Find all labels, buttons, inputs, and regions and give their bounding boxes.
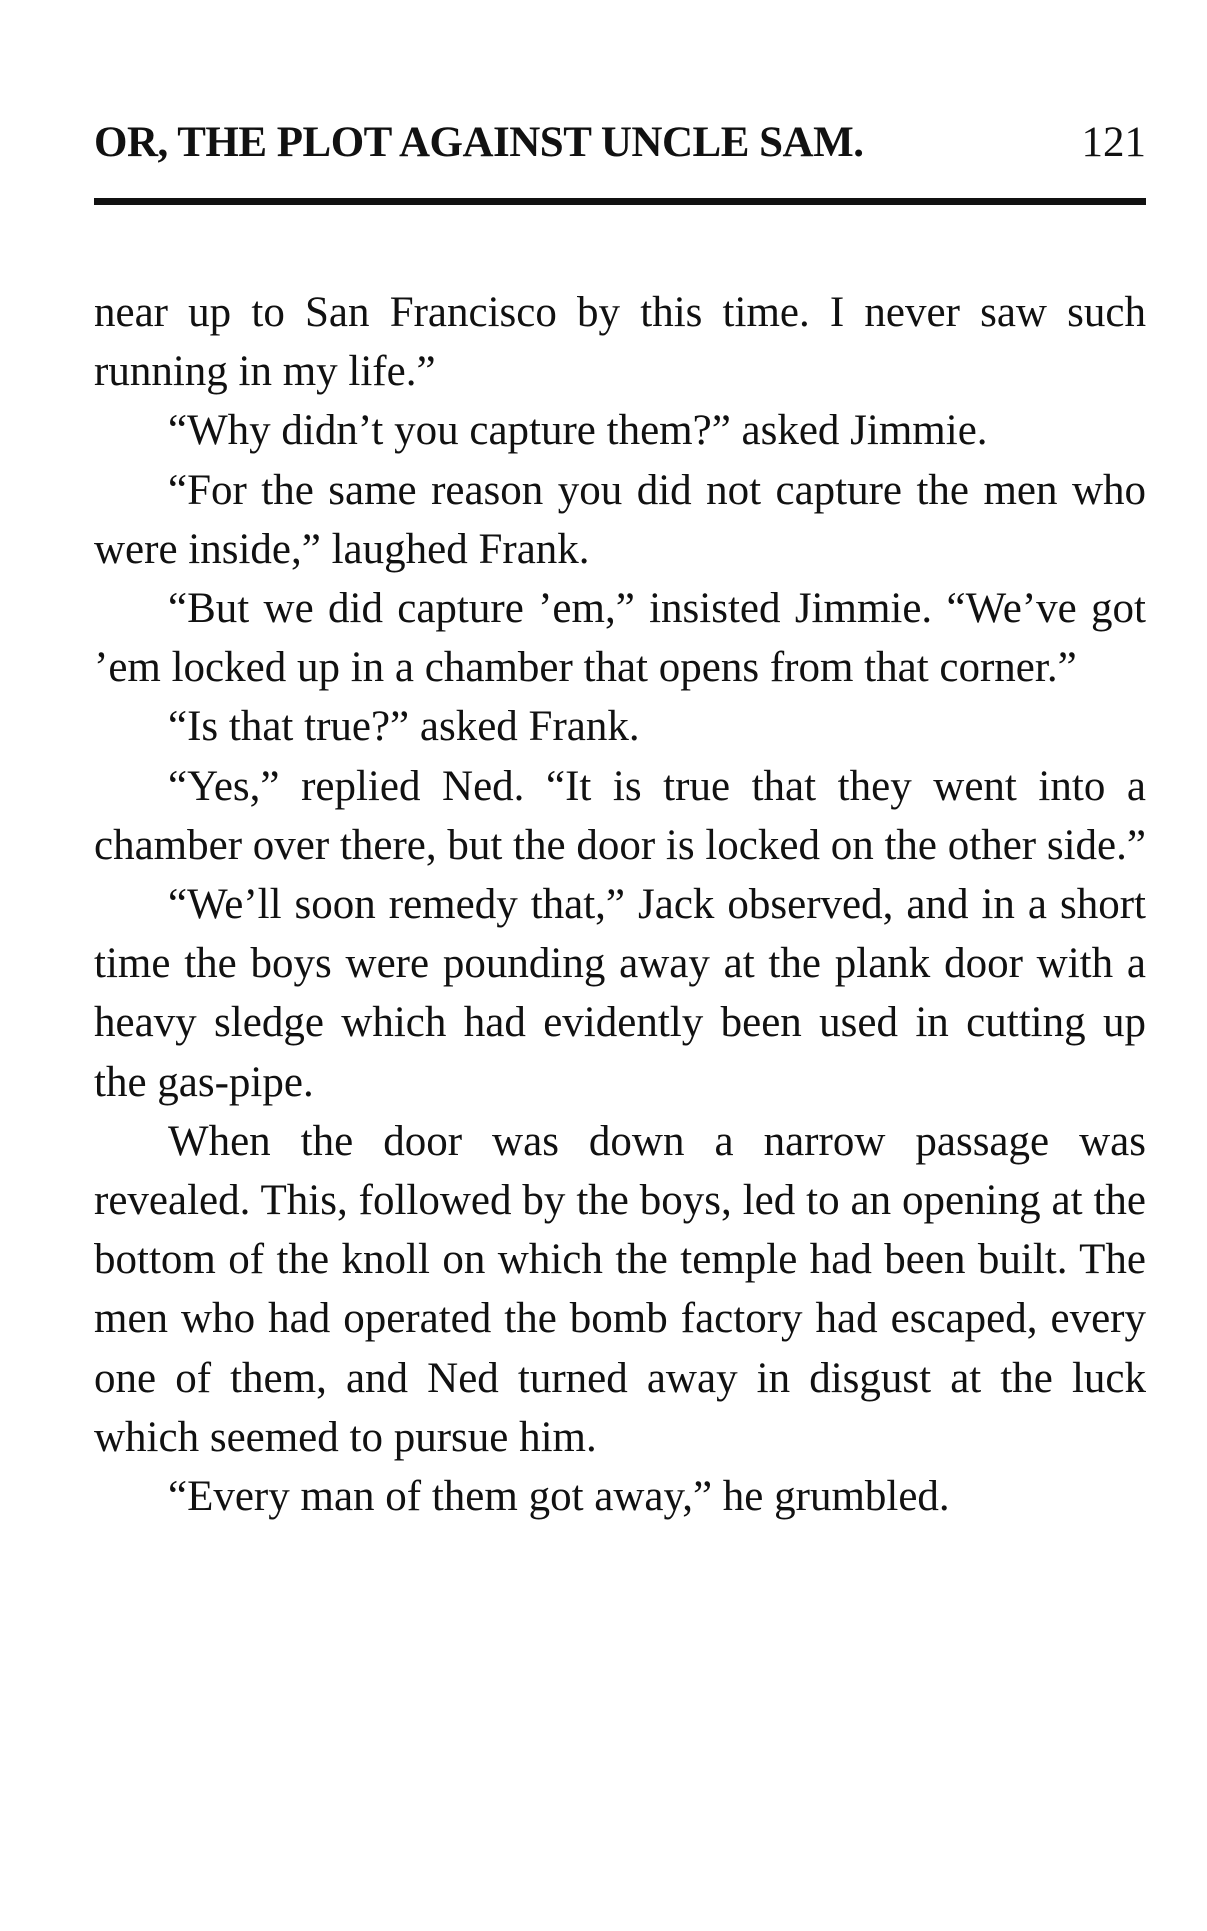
paragraph: “Yes,” replied Ned. “It is true that they went into a chamber over there, but the door is locked on the other side.” (94, 762, 1146, 869)
paragraph: “But we did capture ’em,” insisted Jimmie. “We’ve got ’em locked up in a chamber that opens from that corner.” (94, 585, 1146, 692)
paragraph: “Why didn’t you capture them?” asked Jimmie. (168, 407, 988, 455)
paragraph: near up to San Francisco by this time. I never saw such running in my life.” (94, 289, 1146, 396)
paragraph: “We’ll soon remedy that,” Jack observed, and in a short time the boys were pounding away at the plank door with a heavy sledge which had evidently been used in cutting up the gas-pipe. (94, 881, 1146, 1106)
book-page (94, 118, 1146, 1526)
header-rule (94, 198, 1146, 205)
running-title: OR, THE PLOT AGAINST UNCLE SAM. (94, 119, 864, 166)
paragraph: “For the same reason you did not capture the men who were inside,” laughed Frank. (94, 466, 1146, 573)
paragraph: When the door was down a narrow passage was revealed. This, followed by the boys, led to an opening at the bottom of the knoll on which the temple had been built. The men who had operated the bomb factory had escaped, every one of them, and Ned turned away in disgust at the luck which seemed to pursue him. (94, 1117, 1146, 1461)
body-text (94, 283, 1146, 1526)
paragraph: “Every man of them got away,” he grumbled. (168, 1473, 950, 1521)
paragraph: “Is that true?” asked Frank. (168, 703, 640, 751)
page-header (94, 118, 1146, 178)
page-number: 121 (1081, 119, 1146, 166)
